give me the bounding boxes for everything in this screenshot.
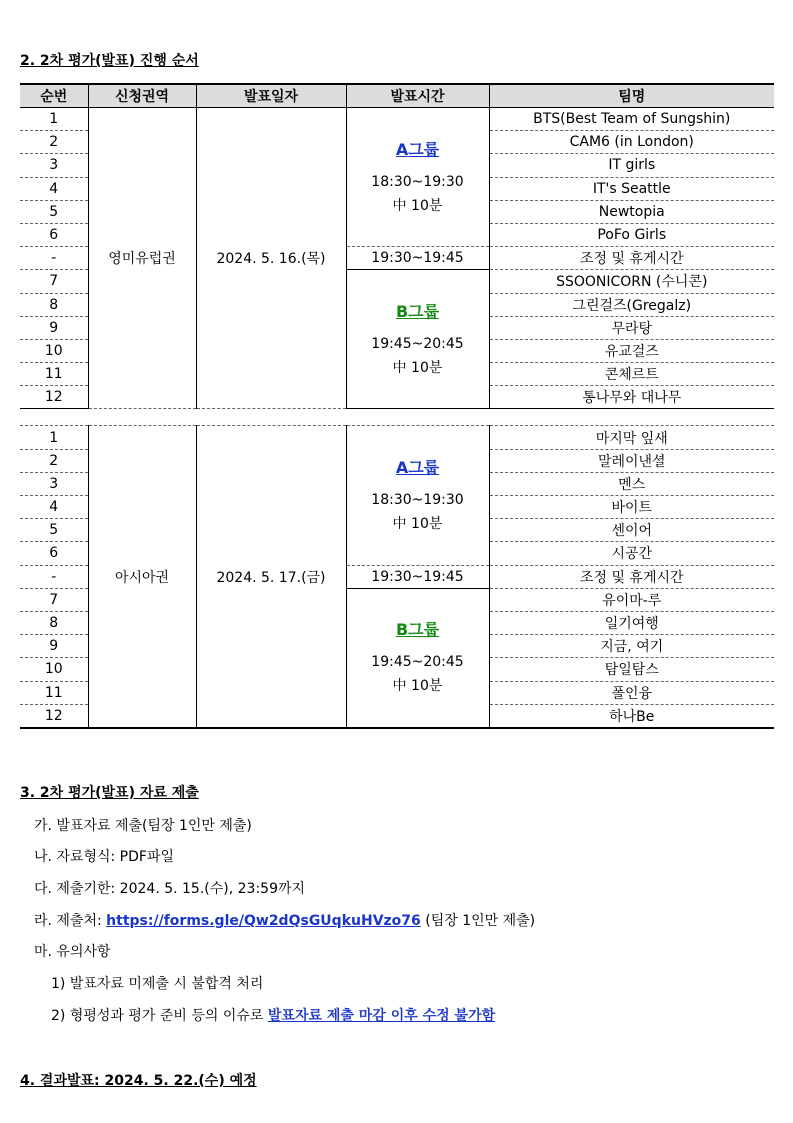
team-cell: BTS(Best Team of Sungshin) [489,108,774,131]
group-b-duration: 中 10분 [392,359,443,376]
team-cell: PoFo Girls [489,223,774,246]
team-cell: 마지막 잎새 [489,426,774,449]
seq-cell: 4 [20,177,88,200]
submission-item-ra [34,910,535,930]
block-separator-row [20,409,774,426]
break-time-cell: 19:30~19:45 [346,565,489,588]
seq-cell: 9 [20,316,88,339]
col-header-time: 발표시간 [346,84,489,108]
seq-cell: 10 [20,658,88,681]
seq-cell: 5 [20,200,88,223]
team-cell: 멘스 [489,472,774,495]
schedule-table [20,83,774,729]
col-header-seq: 순번 [20,84,88,108]
team-cell: SSOONICORN (수니콘) [489,270,774,293]
team-cell: IT girls [489,154,774,177]
submission-ra-suffix: (팀장 1인만 제출) [425,913,536,929]
team-cell: CAM6 (in London) [489,131,774,154]
seq-cell: 4 [20,496,88,519]
team-cell: 일기여행 [489,611,774,634]
group-b-duration: 中 10분 [392,678,443,695]
seq-cell: 2 [20,131,88,154]
seq-cell: 6 [20,223,88,246]
team-cell: 콘체르트 [489,363,774,386]
team-cell: IT's Seattle [489,177,774,200]
group-a-duration: 中 10분 [392,516,443,532]
group-b-time-cell [346,270,489,409]
seq-cell: 5 [20,519,88,542]
seq-cell: 7 [20,270,88,293]
section2-heading: 2. 2차 평가(발표) 진행 순서 [20,53,199,69]
team-cell: 그린걸즈(Gregalz) [489,293,774,316]
break-time-cell: 19:30~19:45 [346,247,489,270]
team-cell: 센이어 [489,519,774,542]
seq-cell: 11 [20,363,88,386]
team-cell: 지금, 여기 [489,635,774,658]
team-cell: Newtopia [489,200,774,223]
table-row [20,108,774,131]
submission-item-ga: 가. 발표자료 제출(팀장 1인만 제출) [34,818,252,834]
group-b-time: 19:45~20:45 [371,335,464,352]
team-cell: 통나무와 대나무 [489,386,774,409]
group-a-time-cell [346,108,489,247]
group-b-time-cell [346,588,489,728]
note-1: 1) 발표자료 미제출 시 불합격 처리 [51,976,264,992]
seq-cell: 2 [20,449,88,472]
submission-item-na: 나. 자료형식: PDF파일 [34,849,175,865]
seq-cell: 9 [20,635,88,658]
break-team-cell: 조정 및 휴게시간 [489,565,774,588]
seq-cell: 7 [20,588,88,611]
team-cell: 하나Be [489,704,774,728]
submission-item-ma: 마. 유의사항 [34,944,111,960]
team-cell: 시공간 [489,542,774,565]
seq-cell: - [20,565,88,588]
team-cell: 바이트 [489,496,774,519]
seq-cell: 3 [20,472,88,495]
seq-cell: - [20,247,88,270]
group-b-label: B그룹 [395,301,440,321]
seq-cell: 1 [20,426,88,449]
team-cell: 유교걸즈 [489,339,774,362]
table-header-row [20,84,774,108]
team-cell: 탐일탐스 [489,658,774,681]
group-b-label: B그룹 [395,620,440,640]
group-a-time-cell [346,426,489,565]
team-cell: 말레이낸셜 [489,449,774,472]
date-cell: 2024. 5. 17.(금) [196,426,346,728]
note-2-emphasis: 발표자료 제출 마감 이후 수정 불가함 [267,1008,496,1024]
submission-form-link[interactable]: https://forms.gle/Qw2dQsGUqkuHVzo76 [106,913,421,929]
region-cell: 영미유럽권 [88,108,196,409]
submission-ra-prefix: 라. 제출처: [34,913,102,929]
seq-cell: 6 [20,542,88,565]
seq-cell: 3 [20,154,88,177]
region-cell: 아시아권 [88,426,196,728]
team-cell: 유이마-루 [489,588,774,611]
submission-item-da: 다. 제출기한: 2024. 5. 15.(수), 23:59까지 [34,881,306,897]
break-team-cell: 조정 및 휴게시간 [489,247,774,270]
group-a-label: A그룹 [395,458,440,477]
seq-cell: 11 [20,681,88,704]
section3-heading: 3. 2차 평가(발표) 자료 제출 [20,785,199,801]
seq-cell: 12 [20,386,88,409]
group-a-label: A그룹 [395,139,440,159]
seq-cell: 10 [20,339,88,362]
seq-cell: 8 [20,293,88,316]
col-header-team: 팀명 [489,84,774,108]
group-b-time: 19:45~20:45 [371,654,464,671]
table-row [20,426,774,449]
separator-cell [20,409,774,426]
date-cell: 2024. 5. 16.(목) [196,108,346,409]
group-a-time: 18:30~19:30 [371,173,464,190]
seq-cell: 1 [20,108,88,131]
team-cell: 폴인융 [489,681,774,704]
col-header-region: 신청권역 [88,84,196,108]
group-a-time: 18:30~19:30 [371,492,464,508]
team-cell: 무라탕 [489,316,774,339]
seq-cell: 12 [20,704,88,728]
seq-cell: 8 [20,611,88,634]
section4-heading: 4. 결과발표: 2024. 5. 22.(수) 예정 [20,1073,257,1089]
note-2 [51,1005,495,1025]
note-2-prefix: 2) 형평성과 평가 준비 등의 이슈로 [51,1008,264,1024]
group-a-duration: 中 10분 [392,197,443,214]
col-header-date: 발표일자 [196,84,346,108]
